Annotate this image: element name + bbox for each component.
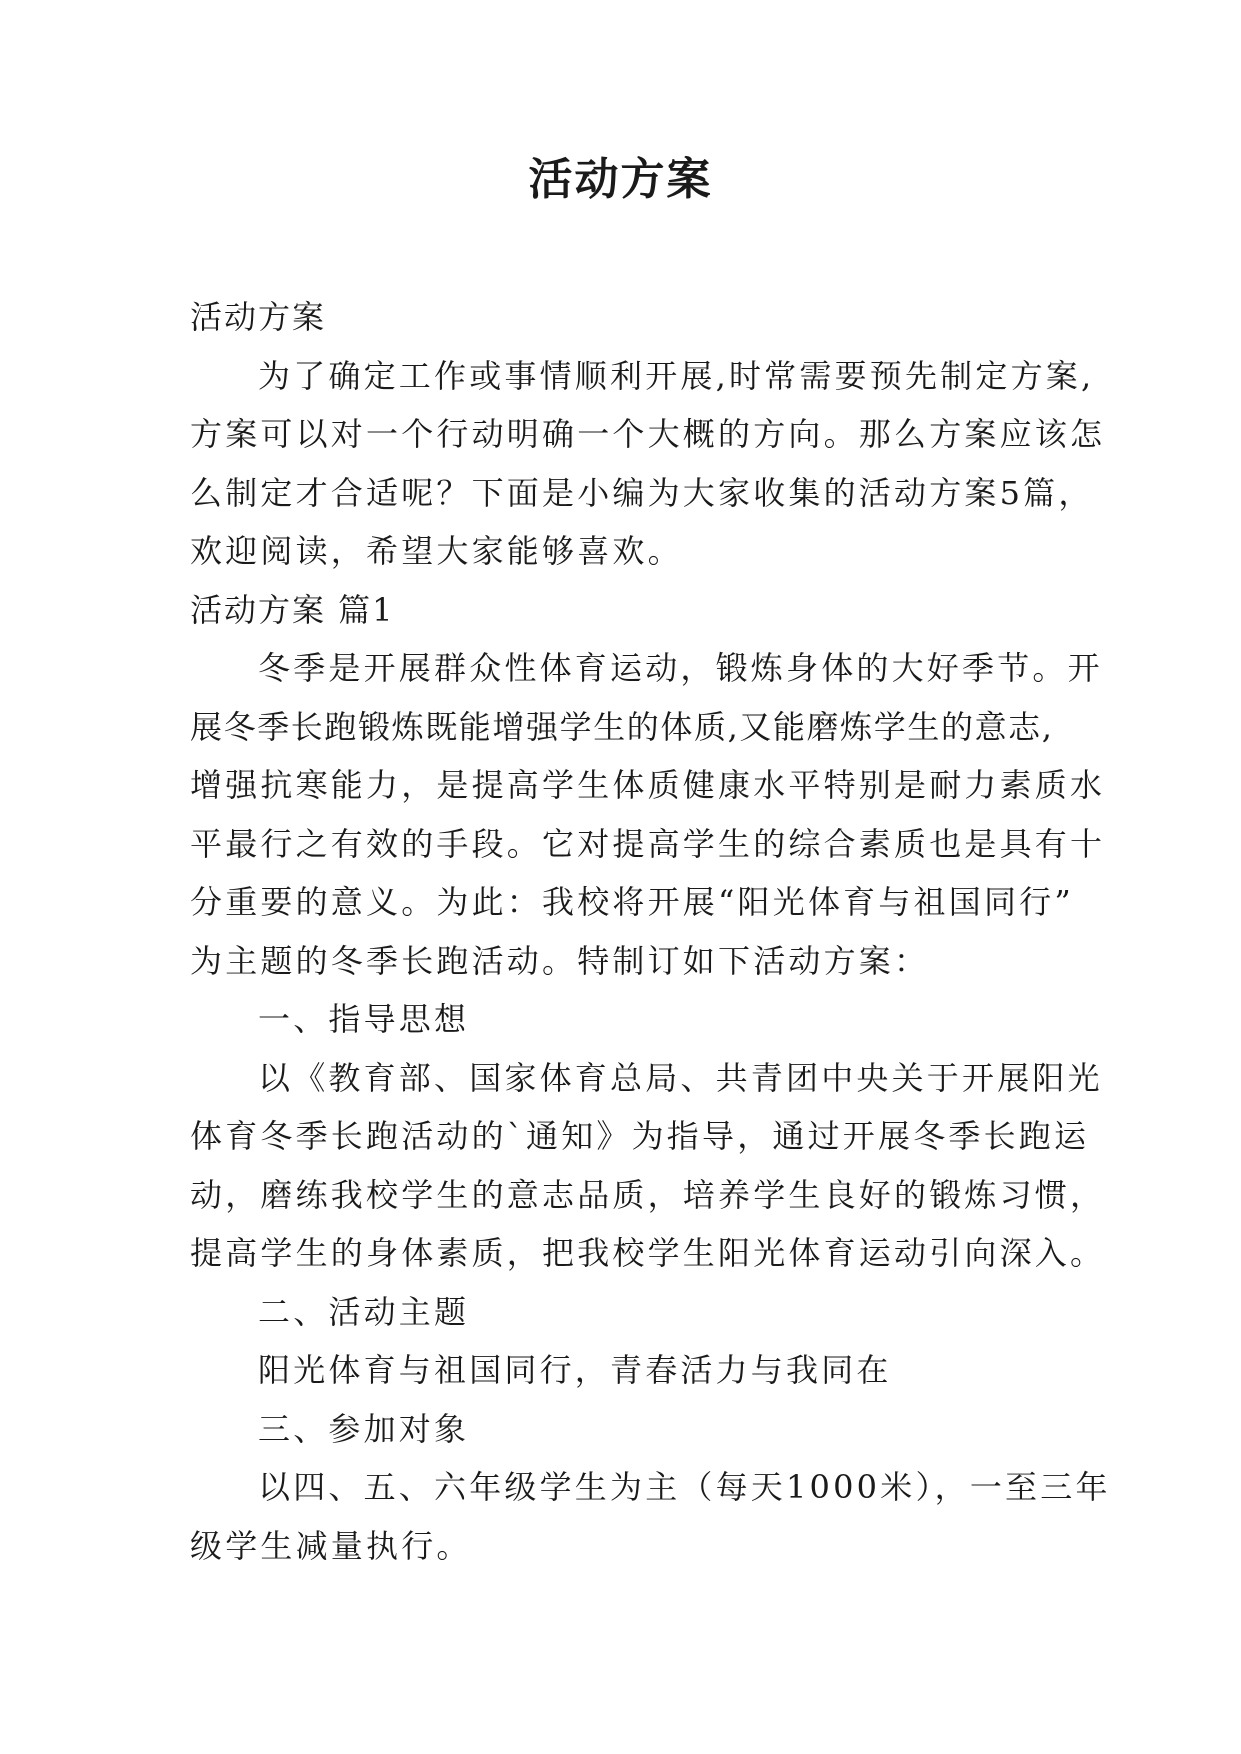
paragraph-line: 么制定才合适呢？下面是小编为大家收集的活动方案5篇，: [190, 473, 1094, 512]
paragraph-line: 方案可以对一个行动明确一个大概的方向。那么方案应该怎: [190, 415, 1106, 453]
paragraph-line: 提高学生的身体素质，把我校学生阳光体育运动引向深入。: [190, 1234, 1106, 1272]
subsection-heading: 三、参加对象: [258, 1409, 470, 1448]
subsection-heading: 二、活动主题: [258, 1292, 470, 1331]
paragraph-line: 冬季是开展群众性体育运动，锻炼身体的大好季节。开: [258, 649, 1103, 687]
paragraph-line: 以《教育部、国家体育总局、共青团中央关于开展阳光: [258, 1058, 1103, 1097]
paragraph-line: 阳光体育与祖国同行，青春活力与我同在: [258, 1351, 892, 1389]
paragraph-line: 动，磨练我校学生的意志品质，培养学生良好的锻炼习惯，: [190, 1175, 1106, 1214]
document-body: [190, 288, 1111, 1575]
paragraph-line: 分重要的意义。为此：我校将开展“阳光体育与祖国同行”: [190, 883, 1074, 921]
document-title: 活动方案: [528, 154, 713, 205]
paragraph-line: 为主题的冬季长跑活动。特制订如下活动方案：: [190, 941, 930, 980]
paragraph-line: 以四、五、六年级学生为主（每天1000米），一至三年: [258, 1468, 1111, 1506]
section-heading: 活动方案 篇1: [190, 590, 395, 629]
paragraph-line: 平最行之有效的手段。它对提高学生的综合素质也是具有十: [190, 824, 1106, 863]
paragraph-line: 欢迎阅读，希望大家能够喜欢。: [190, 532, 683, 570]
subsection-heading: 一、指导思想: [258, 1000, 470, 1038]
paragraph-line: 展冬季长跑锻炼既能增强学生的体质,又能磨炼学生的意志,: [190, 707, 1054, 746]
section-heading: 活动方案: [190, 298, 327, 336]
paragraph-line: 增强抗寒能力，是提高学生体质健康水平特别是耐力素质水: [190, 766, 1106, 804]
paragraph-line: 体育冬季长跑活动的`通知》为指导，通过开展冬季长跑运: [190, 1117, 1090, 1155]
paragraph-line: 级学生减量执行。: [190, 1526, 472, 1565]
paragraph-line: 为了确定工作或事情顺利开展,时常需要预先制定方案,: [258, 356, 1095, 395]
